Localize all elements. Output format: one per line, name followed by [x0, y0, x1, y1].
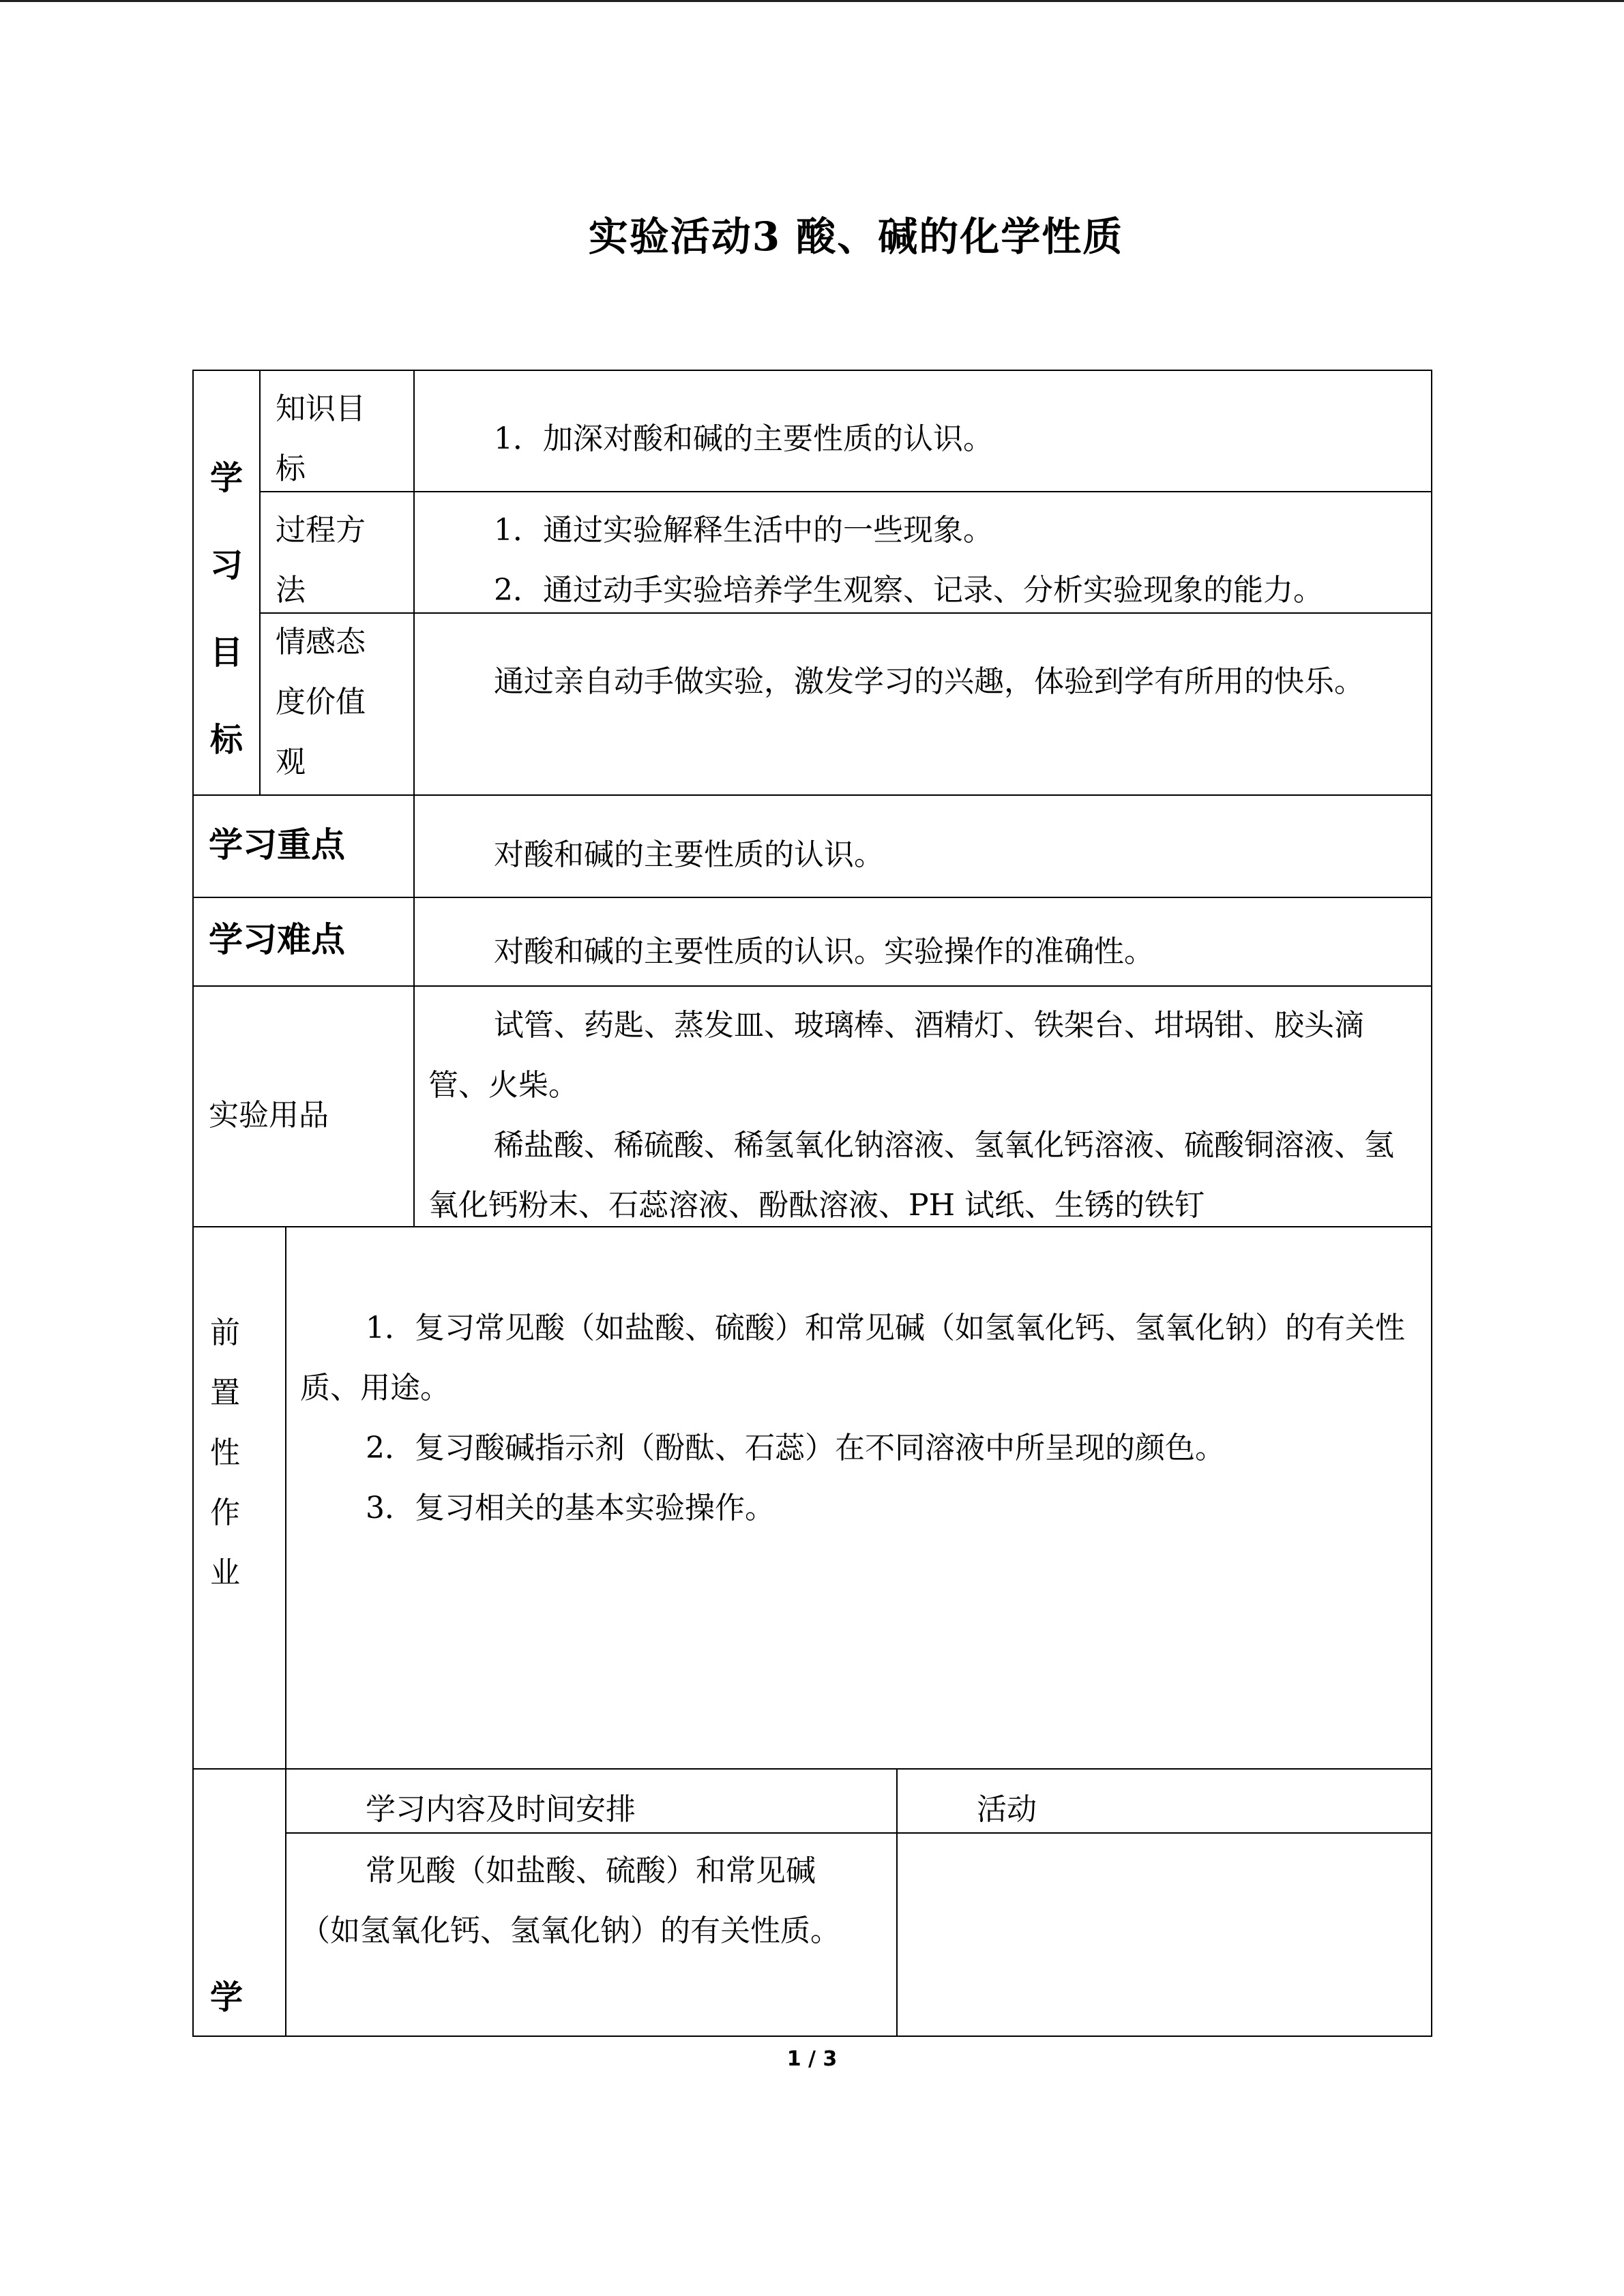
- objectives-label-char: 学: [210, 459, 243, 497]
- process-header-content-text: 学习内容及时间安排: [366, 1792, 636, 1827]
- objectives-label-char: 习: [210, 546, 243, 584]
- homework-content: [300, 1298, 1408, 1538]
- homework-label-char: 前: [210, 1315, 240, 1350]
- top-border-line: [0, 0, 1624, 2]
- homework-label-char: 性: [210, 1435, 240, 1470]
- key-points-content: [428, 825, 1417, 885]
- process-item: 2．通过动手实验培养学生观察、记录、分析实验现象的能力。: [494, 573, 1323, 608]
- process-row1-content: [300, 1841, 874, 1961]
- process-label-line: 法: [276, 573, 306, 608]
- objectives-label-char: 目: [210, 633, 243, 672]
- process-section-label-char: 学: [210, 1978, 243, 2016]
- difficulties-label: 学习难点: [209, 919, 345, 959]
- materials-content: [428, 996, 1417, 1236]
- emotion-label-line: 观: [276, 745, 306, 779]
- key-points-text: 对酸和碱的主要性质的认识。: [494, 837, 884, 872]
- difficulties-content: [428, 922, 1417, 982]
- materials-reagents: 稀盐酸、稀硫酸、稀氢氧化钠溶液、氢氧化钙溶液、硫酸铜溶液、氢氧化钙粉末、石蕊溶液、酚酞溶液、PH 试纸、生锈的铁钉: [428, 1128, 1394, 1223]
- process-header-activity: [911, 1780, 1037, 1840]
- knowledge-content: [428, 409, 1417, 469]
- homework-label-char: 业: [210, 1555, 240, 1590]
- emotion-label-line: 度价值: [276, 685, 366, 719]
- process-row1-activity-cell: [896, 1832, 1432, 2037]
- homework-item: 3．复习相关的基本实验操作。: [366, 1491, 775, 1525]
- emotion-content: [428, 652, 1404, 712]
- difficulties-text: 对酸和碱的主要性质的认识。实验操作的准确性。: [494, 934, 1154, 969]
- knowledge-text: 1．加深对酸和碱的主要性质的认识。: [494, 421, 993, 456]
- process-content: [428, 501, 1424, 621]
- process-label-line: 过程方: [276, 513, 366, 548]
- emotion-text: 通过亲自动手做实验，激发学习的兴趣，体验到学有所用的快乐。: [494, 664, 1364, 699]
- page-title: 实验活动3 酸、碱的化学性质: [588, 213, 1124, 260]
- knowledge-label: [276, 379, 412, 499]
- key-points-label: 学习重点: [209, 824, 345, 865]
- process-label: [276, 501, 412, 621]
- emotion-label-line: 情感态: [276, 625, 366, 659]
- page-number: 1 / 3: [786, 2047, 838, 2071]
- materials-equipment: 试管、药匙、蒸发皿、玻璃棒、酒精灯、铁架台、坩埚钳、胶头滴管、火柴。: [428, 1008, 1364, 1103]
- homework-item: 1．复习常见酸（如盐酸、硫酸）和常见碱（如氢氧化钙、氢氧化钠）的有关性质、用途。: [300, 1311, 1405, 1405]
- homework-label-char: 置: [210, 1375, 240, 1410]
- knowledge-label-line: 知识目: [276, 391, 366, 426]
- homework-label-char: 作: [210, 1495, 240, 1530]
- process-row1-content-text: 常见酸（如盐酸、硫酸）和常见碱（如氢氧化钙、氢氧化钠）的有关性质。: [300, 1853, 840, 1948]
- emotion-label: [276, 612, 412, 792]
- process-header-content: [300, 1780, 636, 1840]
- process-header-activity-text: 活动: [977, 1792, 1037, 1827]
- process-item: 1．通过实验解释生活中的一些现象。: [494, 513, 993, 548]
- materials-label: 实验用品: [209, 1098, 329, 1133]
- objectives-label-char: 标: [210, 721, 243, 759]
- knowledge-label-line: 标: [276, 451, 306, 486]
- homework-item: 2．复习酸碱指示剂（酚酞、石蕊）在不同溶液中所呈现的颜色。: [366, 1431, 1225, 1465]
